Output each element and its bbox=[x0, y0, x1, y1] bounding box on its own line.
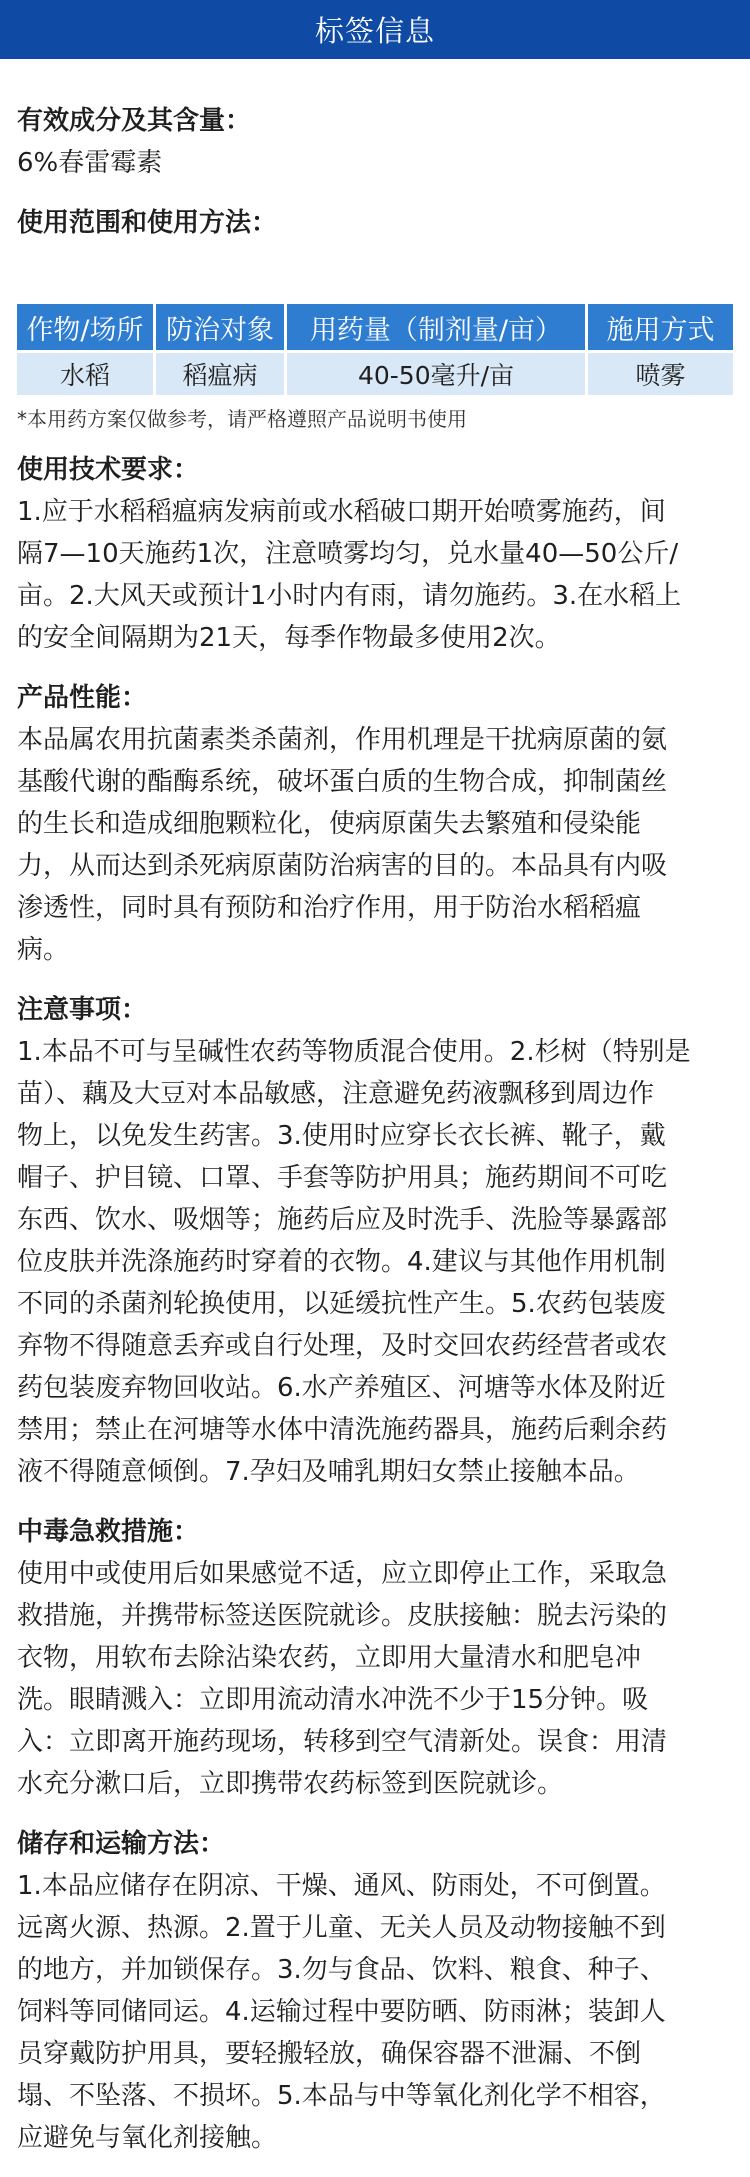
table-header-row bbox=[17, 304, 733, 353]
precautions-line: 物上，以免发生药害。3.使用时应穿长衣长裤、靴子，戴 bbox=[17, 1121, 666, 1151]
first-aid-line: 水充分漱口后，立即携带农药标签到医院就诊。 bbox=[17, 1769, 564, 1799]
table-row bbox=[17, 353, 733, 395]
table-header-crop: 作物/场所 bbox=[17, 304, 153, 353]
table-cell-crop: 水稻 bbox=[17, 353, 153, 395]
table-header-method: 施用方式 bbox=[588, 304, 733, 353]
storage-transport-title: 储存和运输方法： bbox=[17, 1829, 226, 1859]
sections-container bbox=[17, 449, 733, 2159]
precautions-line: 东西、饮水、吸烟等；施药后应及时洗手、洗脸等暴露部 bbox=[17, 1205, 668, 1235]
first-aid-line: 使用中或使用后如果感觉不适，应立即停止工作，采取急 bbox=[17, 1559, 668, 1589]
precautions-title: 注意事项： bbox=[17, 995, 148, 1025]
product-performance-title: 产品性能： bbox=[17, 683, 148, 713]
product-performance-line: 渗透性，同时具有预防和治疗作用，用于防治水稻稻瘟 bbox=[17, 893, 642, 923]
product-performance-line: 的生长和造成细胞颗粒化，使病原菌失去繁殖和侵染能 bbox=[17, 809, 642, 839]
precautions-line: 弃物不得随意丢弃或自行处理，及时交回农药经营者或农 bbox=[17, 1331, 668, 1361]
ingredient-value: 6%春雷霉素 bbox=[17, 148, 163, 178]
ingredient-section bbox=[17, 100, 733, 184]
table-header-target: 防治对象 bbox=[156, 304, 284, 353]
table-header-dosage: 用药量（制剂量/亩） bbox=[287, 304, 585, 353]
first-aid-line: 洗。眼睛溅入：立即用流动清水冲洗不少于15分钟。吸 bbox=[17, 1685, 649, 1715]
technical-requirements-line: 1.应于水稻稻瘟病发病前或水稻破口期开始喷雾施药，间 bbox=[17, 497, 666, 527]
product-performance-line: 病。 bbox=[17, 935, 70, 965]
technical-requirements-section bbox=[17, 449, 733, 659]
usage-note: *本用药方案仅做参考，请严格遵照产品说明书使用 bbox=[17, 407, 467, 431]
storage-transport-line: 员穿戴防护用具，要轻搬轻放，确保容器不泄漏、不倒 bbox=[17, 2039, 642, 2069]
scope-section bbox=[17, 202, 733, 437]
first-aid-title: 中毒急救措施： bbox=[17, 1517, 200, 1547]
precautions-line: 苗）、藕及大豆对本品敏感，注意避免药液飘移到周边作 bbox=[17, 1079, 655, 1109]
product-performance-section bbox=[17, 677, 733, 971]
header-bar bbox=[0, 0, 750, 59]
precautions-line: 药包装废弃物回收站。6.水产养殖区、河塘等水体及附近 bbox=[17, 1373, 666, 1403]
scope-title: 使用范围和使用方法： bbox=[17, 208, 278, 238]
storage-transport-line: 塌、不坠落、不损坏。5.本品与中等氧化剂化学不相容， bbox=[17, 2081, 666, 2111]
first-aid-line: 衣物，用软布去除沾染农药，立即用大量清水和肥皂冲 bbox=[17, 1643, 642, 1673]
precautions-line: 禁用；禁止在河塘等水体中清洗施药器具，施药后剩余药 bbox=[17, 1415, 668, 1445]
page-title: 标签信息 bbox=[314, 14, 435, 48]
precautions-section bbox=[17, 989, 733, 1493]
storage-transport-line: 1.本品应储存在阴凉、干燥、通风、防雨处，不可倒置。 bbox=[17, 1871, 666, 1901]
storage-transport-line: 应避免与氧化剂接触。 bbox=[17, 2123, 278, 2153]
table-cell-dosage: 40-50毫升/亩 bbox=[287, 353, 585, 395]
first-aid-line: 入：立即离开施药现场，转移到空气清新处。误食：用清 bbox=[17, 1727, 668, 1757]
technical-requirements-title: 使用技术要求： bbox=[17, 455, 200, 485]
precautions-line: 1.本品不可与呈碱性农药等物质混合使用。2.杉树（特别是 bbox=[17, 1037, 691, 1067]
storage-transport-line: 远离火源、热源。2.置于儿童、无关人员及动物接触不到 bbox=[17, 1913, 666, 1943]
table-cell-target: 稻瘟病 bbox=[156, 353, 284, 395]
table-cell-method: 喷雾 bbox=[588, 353, 733, 395]
storage-transport-section bbox=[17, 1823, 733, 2159]
usage-table bbox=[14, 304, 736, 395]
storage-transport-line: 饲料等同储同运。4.运输过程中要防晒、防雨淋；装卸人 bbox=[17, 1997, 666, 2027]
storage-transport-line: 的地方，并加锁保存。3.勿与食品、饮料、粮食、种子、 bbox=[17, 1955, 666, 1985]
first-aid-section bbox=[17, 1511, 733, 1805]
product-performance-line: 力，从而达到杀死病原菌防治病害的目的。本品具有内吸 bbox=[17, 851, 668, 881]
product-performance-line: 本品属农用抗菌素类杀菌剂，作用机理是干扰病原菌的氨 bbox=[17, 725, 668, 755]
technical-requirements-line: 隔7—10天施药1次，注意喷雾均匀，兑水量40—50公斤/ bbox=[17, 539, 679, 569]
precautions-line: 位皮肤并洗涤施药时穿着的衣物。4.建议与其他作用机制 bbox=[17, 1247, 666, 1277]
technical-requirements-line: 亩。2.大风天或预计1小时内有雨，请勿施药。3.在水稻上 bbox=[17, 581, 682, 611]
technical-requirements-line: 的安全间隔期为21天，每季作物最多使用2次。 bbox=[17, 623, 561, 653]
precautions-line: 帽子、护目镜、口罩、手套等防护用具；施药期间不可吃 bbox=[17, 1163, 668, 1193]
ingredient-title: 有效成分及其含量： bbox=[17, 106, 252, 136]
product-performance-line: 基酸代谢的酯酶系统，破坏蛋白质的生物合成，抑制菌丝 bbox=[17, 767, 668, 797]
first-aid-line: 救措施，并携带标签送医院就诊。皮肤接触：脱去污染的 bbox=[17, 1601, 668, 1631]
precautions-line: 液不得随意倾倒。7.孕妇及哺乳期妇女禁止接触本品。 bbox=[17, 1457, 640, 1487]
label-content bbox=[17, 100, 733, 2177]
precautions-line: 不同的杀菌剂轮换使用，以延缓抗性产生。5.农药包装废 bbox=[17, 1289, 666, 1319]
